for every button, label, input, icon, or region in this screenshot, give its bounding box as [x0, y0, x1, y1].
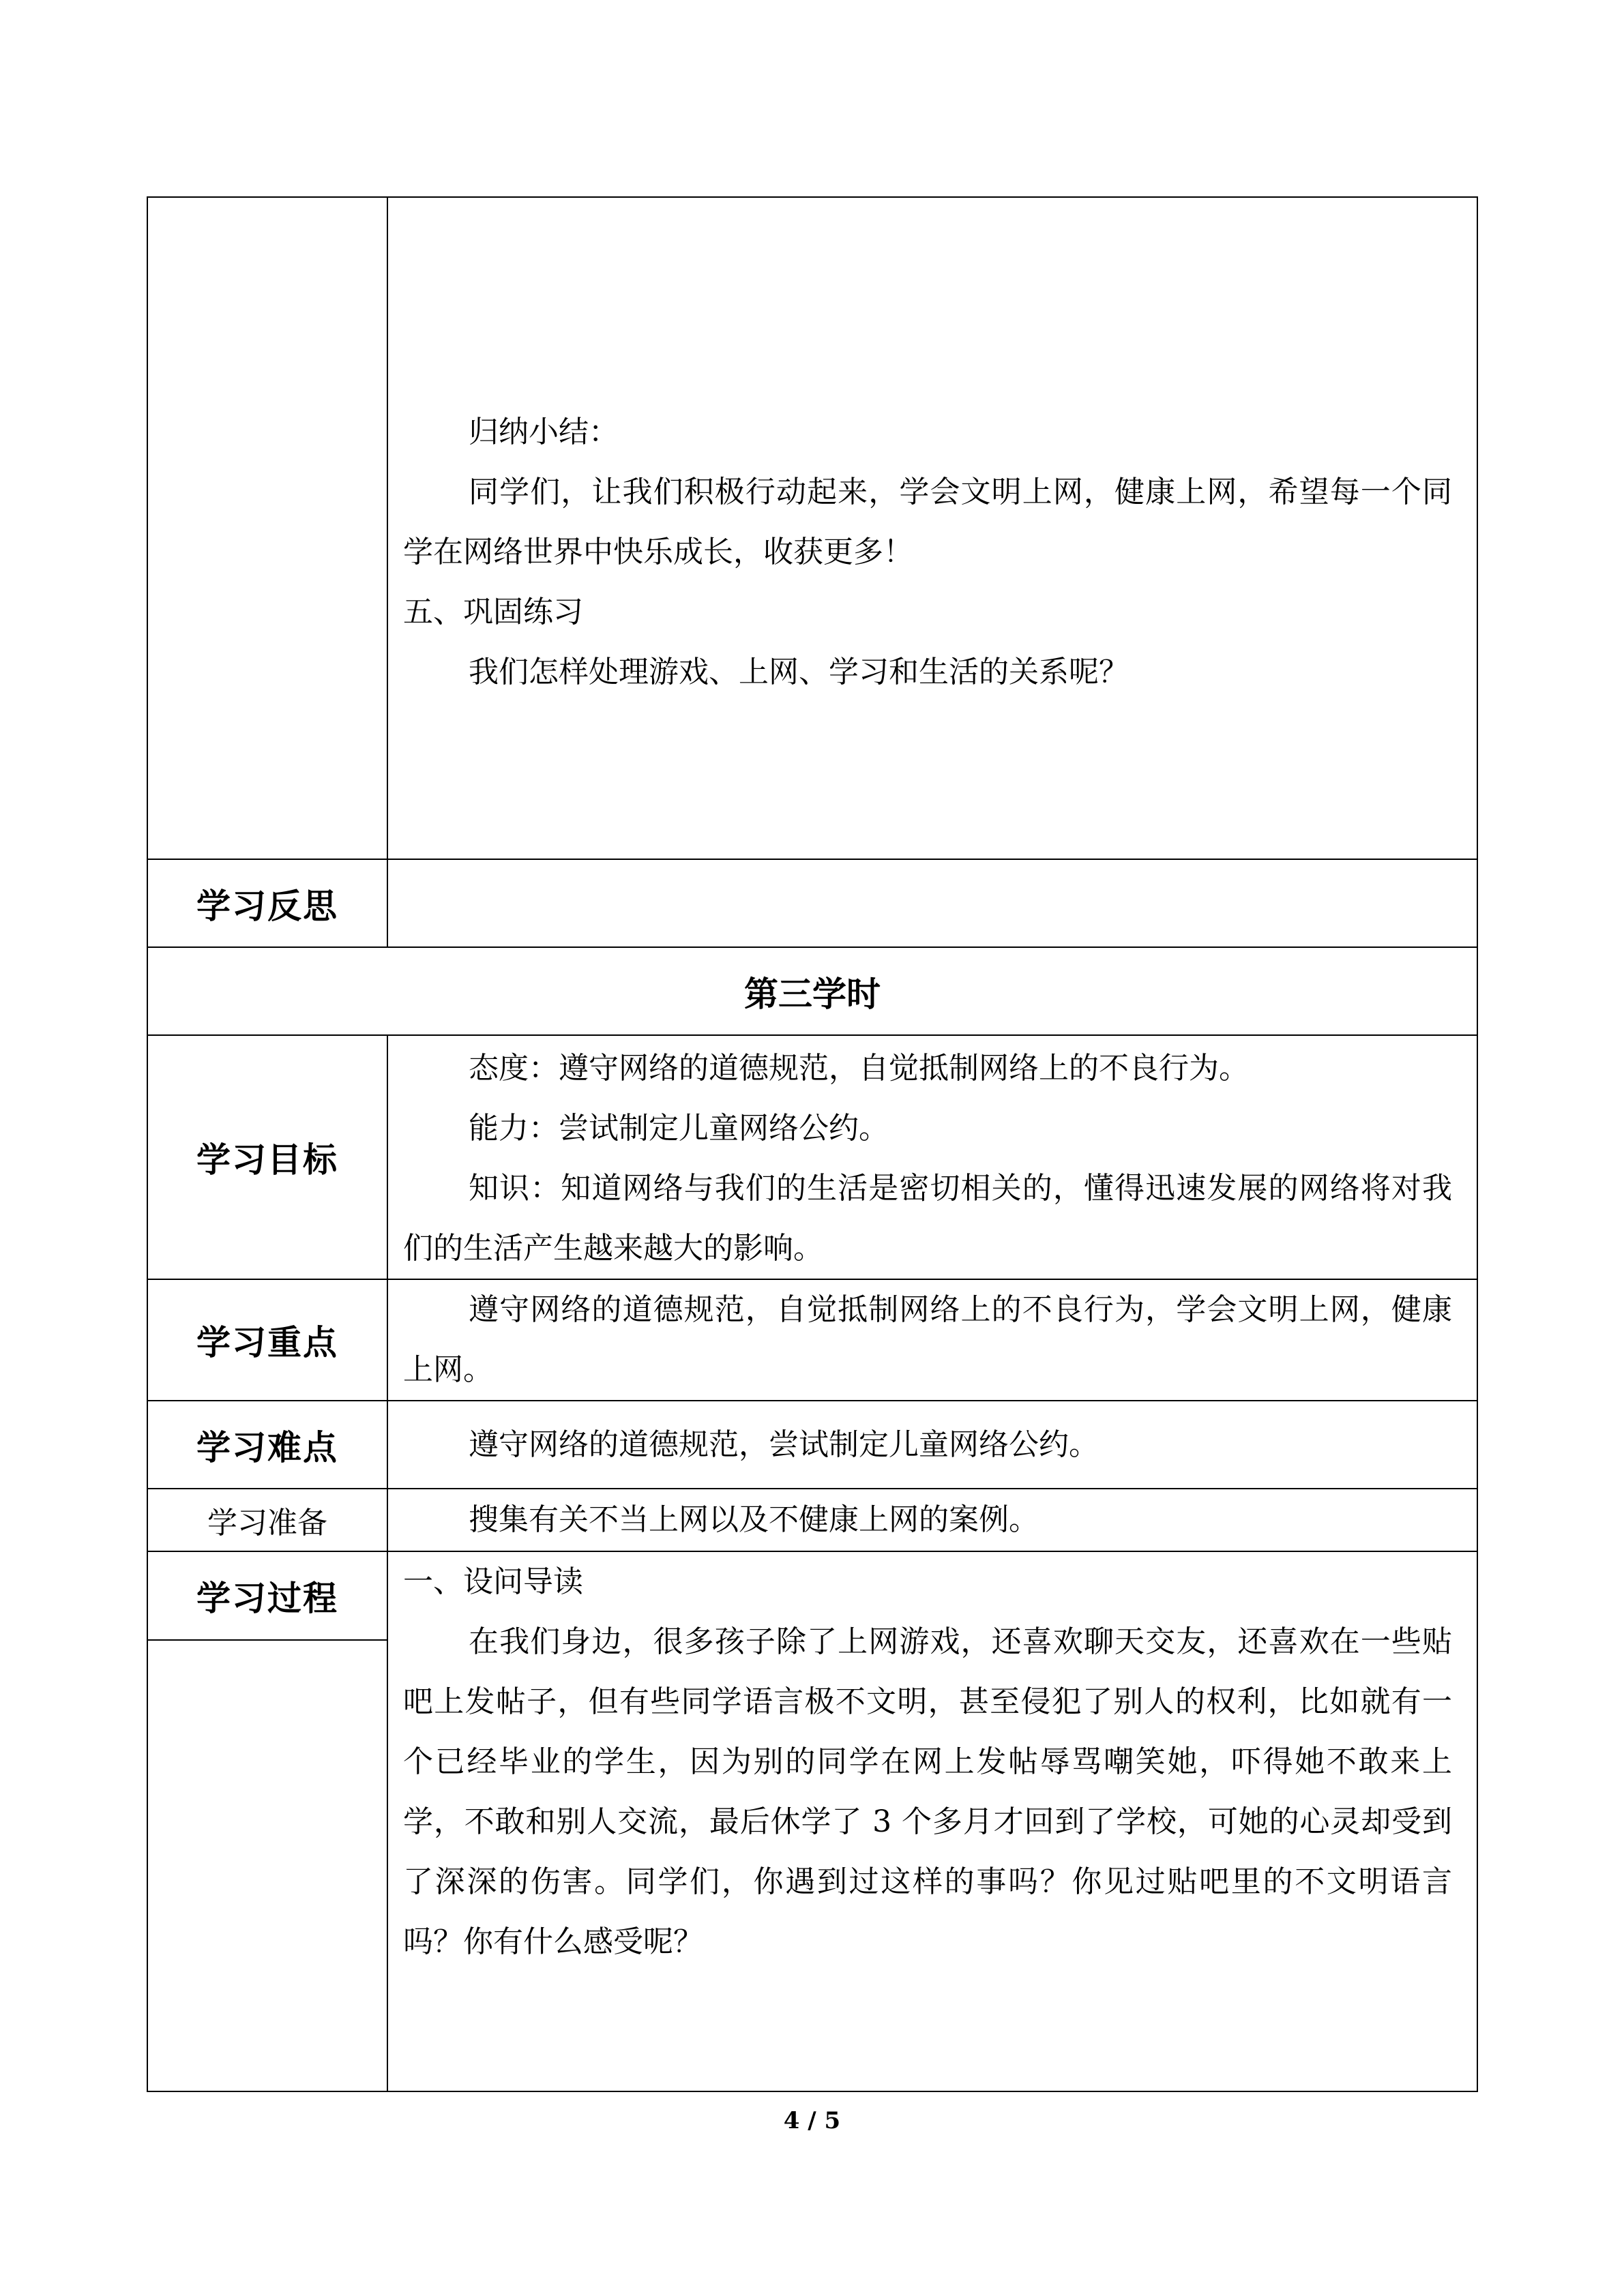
process-heading: 一、设问导读 — [403, 1564, 583, 1599]
difficulty-label: 学习难点 — [147, 1401, 387, 1489]
practice-heading: 五、巩固练习 — [403, 595, 583, 629]
summary-text: 同学们，让我们积极行动起来，学会文明上网，健康上网，希望每一个同学在网络世界中快乐成长，收获更多！ — [403, 475, 1452, 569]
process-label: 学习过程 — [148, 1552, 387, 1641]
continuation-label-cell — [147, 197, 387, 859]
preparation-label: 学习准备 — [147, 1489, 387, 1551]
preparation-row — [147, 1489, 1477, 1551]
process-label-cell — [147, 1551, 387, 2091]
keypoint-text: 遵守网络的道德规范，自觉抵制网络上的不良行为，学会文明上网，健康上网。 — [403, 1292, 1452, 1387]
summary-heading: 归纳小结： — [469, 415, 619, 449]
difficulty-row — [147, 1401, 1477, 1489]
lesson-plan-table — [147, 196, 1478, 2092]
process-label-wrapper — [148, 1552, 387, 2091]
reflection-label: 学习反思 — [147, 859, 387, 947]
goal-ability: 能力：尝试制定儿童网络公约。 — [469, 1111, 889, 1146]
keypoint-label: 学习重点 — [147, 1279, 387, 1401]
goals-row — [147, 1035, 1477, 1279]
process-text: 在我们身边，很多孩子除了上网游戏，还喜欢聊天交友，还喜欢在一些贴吧上发帖子，但有些同学语言极不文明，甚至侵犯了别人的权利，比如就有一个已经毕业的学生，因为别的同学在网上发帖辱骂嘲笑她，吓得她不敢来上学，不敢和别人交流，最后休学了 3 个多月才回到了学校，可她的心灵却受到了深深的伤害。同学们，你遇到过这样的事吗？你见过贴吧里的不文明语言吗？你有什么感受呢？ — [403, 1624, 1452, 1959]
blank-space — [403, 198, 1452, 402]
difficulty-text: 遵守网络的道德规范，尝试制定儿童网络公约。 — [469, 1427, 1099, 1462]
lesson3-title: 第三学时 — [147, 947, 1477, 1035]
process-row — [147, 1551, 1477, 2091]
lesson3-title-row — [147, 947, 1477, 1035]
difficulty-content — [387, 1401, 1477, 1489]
continuation-content-cell — [387, 197, 1477, 859]
preparation-text: 搜集有关不当上网以及不健康上网的案例。 — [469, 1502, 1039, 1537]
goal-knowledge: 知识：知道网络与我们的生活是密切相关的，懂得迅速发展的网络将对我们的生活产生越来越大的影响。 — [403, 1171, 1452, 1266]
preparation-content — [387, 1489, 1477, 1551]
page-number: 4 / 5 — [783, 2107, 841, 2134]
goal-attitude: 态度：遵守网络的道德规范，自觉抵制网络上的不良行为。 — [469, 1051, 1249, 1086]
reflection-row — [147, 859, 1477, 947]
goals-content — [387, 1035, 1477, 1279]
process-content — [387, 1551, 1477, 2091]
reflection-content — [387, 859, 1477, 947]
goals-label: 学习目标 — [147, 1035, 387, 1279]
keypoint-content — [387, 1279, 1477, 1401]
keypoint-row — [147, 1279, 1477, 1401]
continuation-row — [147, 197, 1477, 859]
practice-question: 我们怎样处理游戏、上网、学习和生活的关系呢？ — [469, 655, 1129, 689]
